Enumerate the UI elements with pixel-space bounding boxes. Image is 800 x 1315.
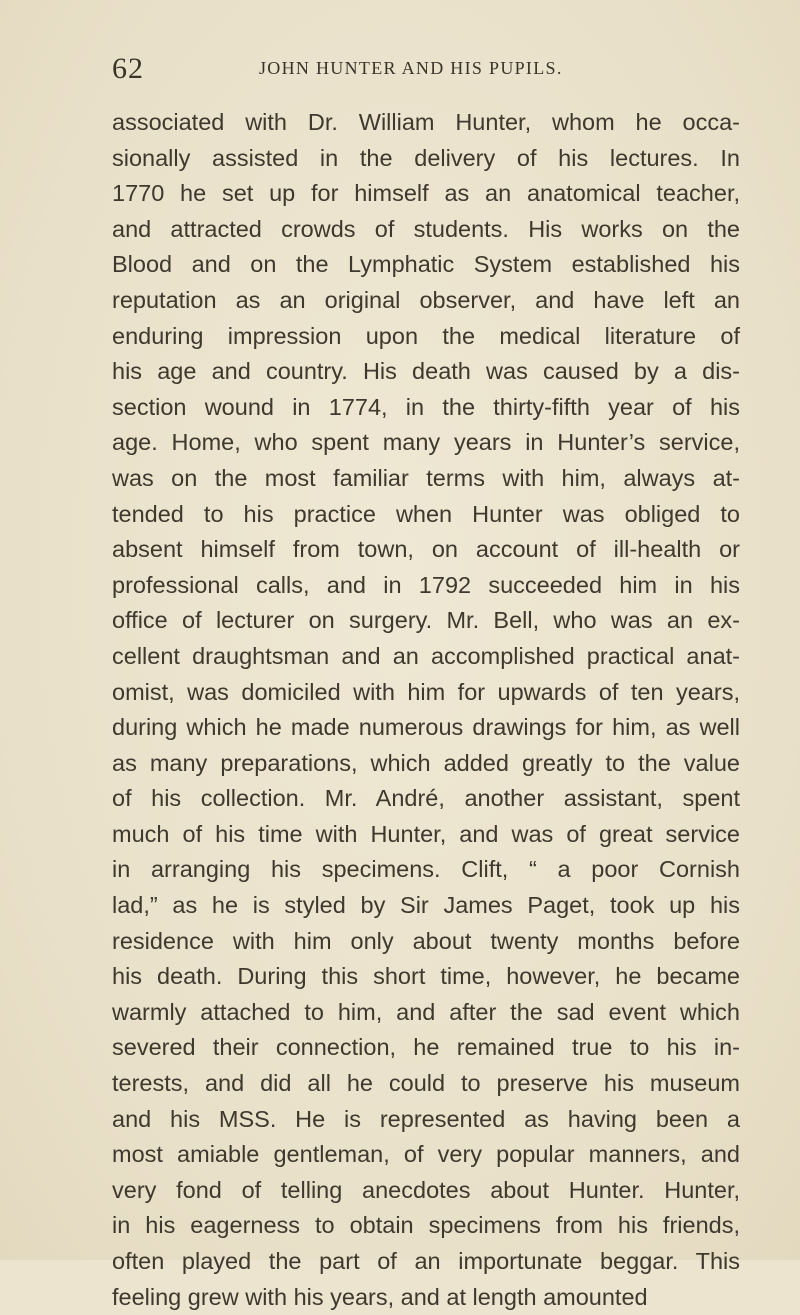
text-line: omist, was domiciled with him for upwards of ten years, <box>112 678 740 705</box>
text-line: during which he made numerous drawings for him, as well <box>112 714 740 741</box>
text-line: age. Home, who spent many years in Hunter’s service, <box>112 429 740 456</box>
text-line: residence with him only about twenty months before <box>112 927 740 954</box>
running-head: JOHN HUNTER AND HIS PUPILS. <box>259 58 563 78</box>
text-line: as many preparations, which added greatly to the value <box>112 749 740 776</box>
text-line: very fond of telling anecdotes about Hunter. Hunter, <box>112 1176 740 1203</box>
text-line: terests, and did all he could to preserve his museum <box>112 1070 740 1097</box>
page-header <box>0 52 800 88</box>
text-line: Blood and on the Lymphatic System established his <box>112 251 740 278</box>
text-line: section wound in 1774, in the thirty-fifth year of his <box>112 393 740 420</box>
text-line: much of his time with Hunter, and was of great service <box>112 820 740 847</box>
text-line: most amiable gentleman, of very popular manners, and <box>112 1141 740 1168</box>
text-line: his age and country. His death was caused by a dis- <box>112 358 740 385</box>
text-line: associated with Dr. William Hunter, whom he occa- <box>112 109 740 135</box>
text-line: enduring impression upon the medical literature of <box>112 322 740 349</box>
text-line: in his eagerness to obtain specimens from his friends, <box>112 1212 740 1239</box>
text-line: 1770 he set up for himself as an anatomical teacher, <box>112 180 740 207</box>
text-line: lad,” as he is styled by Sir James Paget, took up his <box>112 892 740 919</box>
text-line: office of lecturer on surgery. Mr. Bell, who was an ex- <box>112 607 740 634</box>
text-line: his death. During this short time, however, he became <box>112 963 740 990</box>
text-line: and attracted crowds of students. His works on the <box>112 215 740 242</box>
text-line: severed their connection, he remained true to his in- <box>112 1034 740 1061</box>
body-text <box>112 105 740 1315</box>
text-line: of his collection. Mr. André, another assistant, spent <box>112 785 740 812</box>
text-line: professional calls, and in 1792 succeeded him in his <box>112 571 740 598</box>
text-line: was on the most familiar terms with him, always at- <box>112 464 740 491</box>
text-line: sionally assisted in the delivery of his lectures. In <box>112 144 740 171</box>
text-line: and his MSS. He is represented as having been a <box>112 1105 740 1132</box>
text-line: often played the part of an importunate beggar. This <box>112 1248 740 1274</box>
page-number: 62 <box>112 52 144 85</box>
text-line: reputation as an original observer, and have left an <box>112 286 740 313</box>
text-line: warmly attached to him, and after the sad event which <box>112 998 740 1025</box>
text-line: absent himself from town, on account of ill-health or <box>112 536 740 563</box>
text-line: in arranging his specimens. Clift, “ a poor Cornish <box>112 856 740 883</box>
text-line: feeling grew with his years, and at length amounted <box>112 1283 648 1310</box>
text-line: cellent draughtsman and an accomplished practical anat- <box>112 642 740 669</box>
text-line: tended to his practice when Hunter was obliged to <box>112 500 740 527</box>
